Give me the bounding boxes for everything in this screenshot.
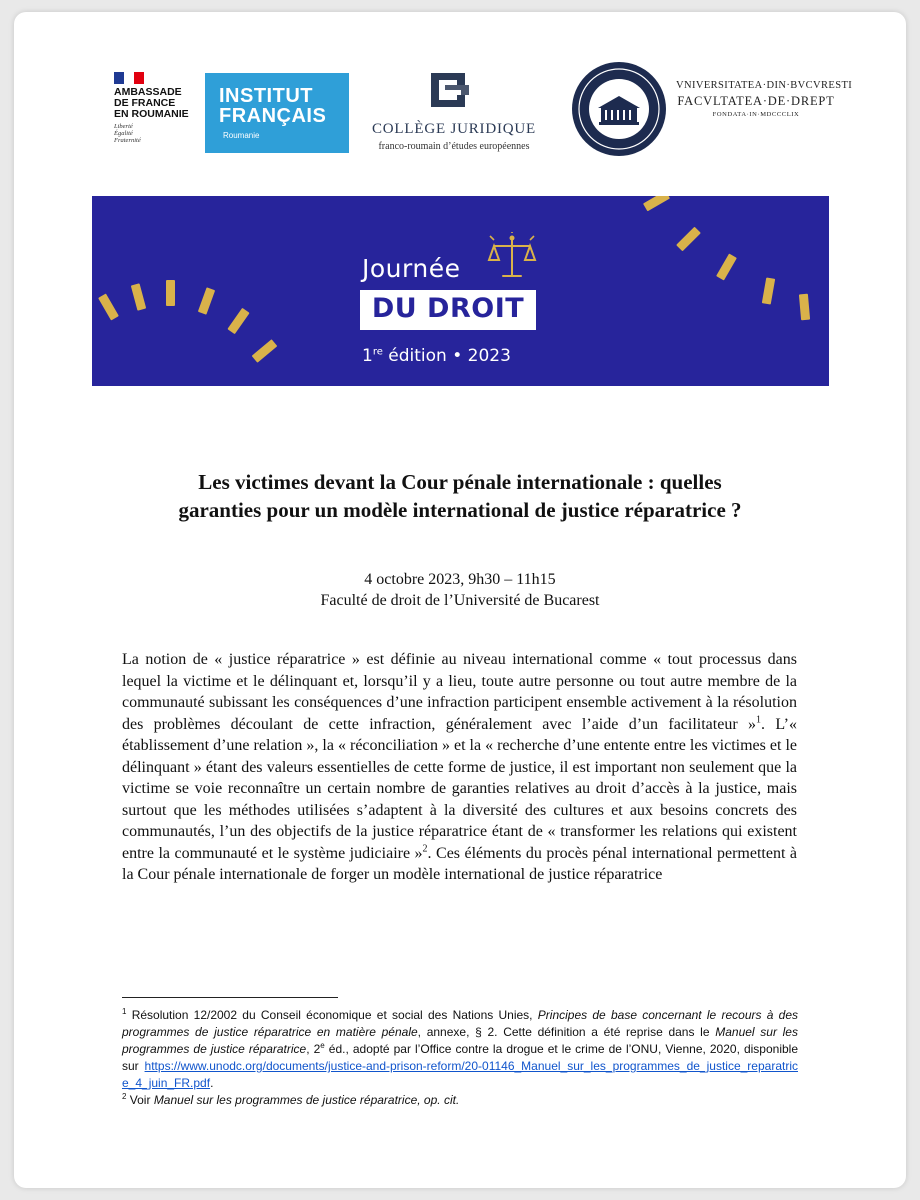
republic-motto: Liberté Égalité Fraternité [114,123,141,144]
journee-du-droit-banner [92,196,829,386]
footnote-1: $^1$ Résolution 12/2002 du Conseil économique et social des Nations Unies, Principes de base concernant le recours à des programmes de justice réparatrice en matière pénale, annexe, § 2. Cette définition a été reprise dans le Manuel sur les programmes de justice réparatrice, 2e éd., adopté par l’Office contre la drogue et le crime de l’ONU, Vienne, 2020, disponible sur https://www.unodc.org/documents/justice-and-prison-reform/20-01146_Manuel_sur_les_programmes_de_justice_reparatrice_4_juin_FR.pdf. [122,1007,799,1090]
footnote-ref-1[interactable]: 1 [756,714,762,726]
banner-edition: 1re édition • 2023 [362,346,511,366]
scales-of-justice-icon [486,232,538,284]
footnote-ref-2[interactable]: 2 [422,843,428,855]
event-date: 4 octobre 2023, 9h30 – 11h15 [364,571,556,588]
document-title: Les victimes devant la Cour pénale internationale : quelles garanties pour un modèle international de justice réparatrice ? [178,470,742,522]
college-juridique-logo [354,69,554,164]
university-seal-icon [570,60,668,158]
event-details [134,569,786,611]
universitatea-bucuresti-logo: VNIVERSITATEA·DIN·BVCVRESTI FACVLTATEA·DE·DREPT FONDATA·IN·MDCCCLIX [676,80,853,118]
ambassade-name: AMBASSADE DE FRANCE EN ROUMANIE [114,86,189,120]
footnote-2: $^2$ Voir Manuel sur les programmes de justice réparatrice, op. cit. [122,1092,460,1107]
college-mark-icon [427,69,473,111]
document-page [14,12,906,1188]
french-flag-icon [114,72,144,84]
college-subtitle: franco-roumain d’études européennes [378,141,530,152]
college-name: COLLÈGE JURIDIQUE [372,121,536,137]
institut-francais-logo: INSTITUT FRANÇAIS Roumanie [205,73,349,153]
footnotes [122,1007,798,1109]
ambassade-de-france-logo [114,72,214,162]
unodc-manual-link[interactable]: https://www.unodc.org/documents/justice-and-prison-reform/20-01146_Manuel_sur_les_programmes_de_justice_reparatrice_4_juin_FR.pdf [122,1059,798,1090]
body-paragraph: La notion de « justice réparatrice » est définie au niveau international comme « tout processus dans lequel la victime et le délinquant et, lorsqu’il y a lieu, toute autre personne ou tout autre membre de la communauté subissant les conséquences d’une infraction participent ensemble activement à la résolution des problèmes découlant de cette infraction, généralement avec l’aide d’un facilitateur »$^1$. L’« établissement d’une relation », la « réconciliation » et la « recherche d’une entente entre les victimes et le délinquant » étant des valeurs essentielles de cette forme de justice, il est important non seulement que la victime se voie reconnaître un certain nombre de garanties relatives au droit d’accès à la justice, mais surtout que les méthodes utilisées s’adaptent à la diversité des cultures et aux besoins concrets des communautés, l’un des objectifs de la justice réparatrice étant de « transformer les relations qui existent entre la communauté et le système judiciaire »$^2$. Ces éléments du procès pénal international permettent à la Cour pénale internationale de forger un modèle international de justice réparatrice [122,651,797,883]
footnote-separator [122,997,338,998]
event-venue: Faculté de droit de l’Université de Bucarest [320,592,600,609]
banner-title: Journée [362,254,461,283]
banner-du-droit-box: DU DROIT [360,290,536,330]
